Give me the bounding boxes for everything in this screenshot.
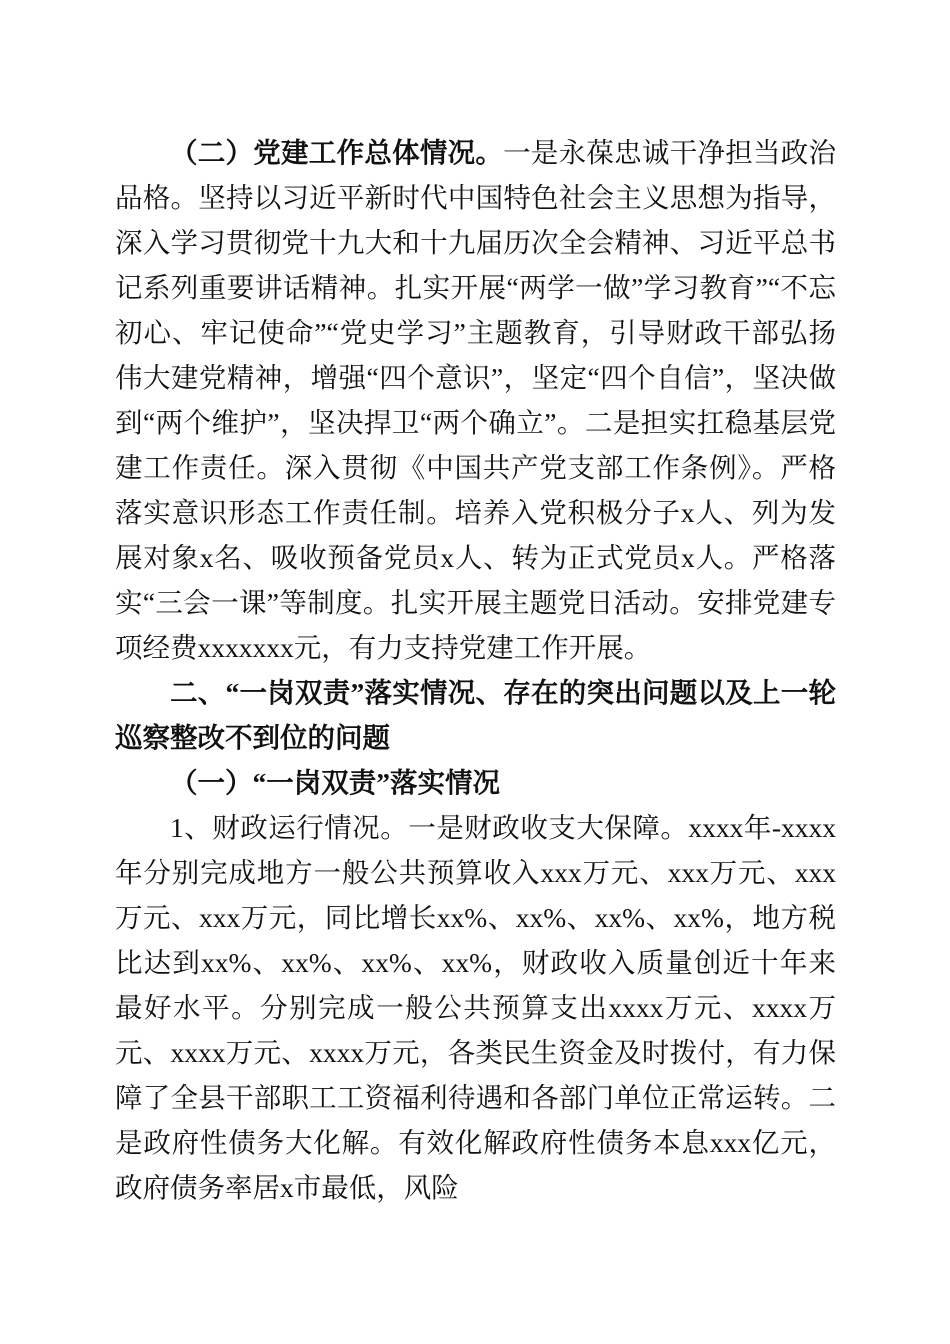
section-heading-text: 二、“一岗双责”落实情况、存在的突出问题以及上一轮巡察整改不到位的问题 — [115, 677, 836, 753]
subsection-heading-1 — [115, 760, 836, 805]
section-heading-2 — [115, 670, 836, 760]
paragraph-body-text: 一是永葆忠诚干净担当政治品格。坚持以习近平新时代中国特色社会主义思想为指导，深入学习贯彻党十九大和十九届历次全会精神、习近平总书记系列重要讲话精神。扎实开展“两学一做”学习教育”“不忘初心、牢记使命”“党史学习”主题教育，引导财政干部弘扬伟大建党精神，增强“四个意识”，坚定“四个自信”，坚决做到“两个维护”，坚决捍卫“两个确立”。二是担实扛稳基层党建工作责任。深入贯彻《中国共产党支部工作条例》。严格落实意识形态工作责任制。培养入党积极分子x人、列为发展对象x名、吸收预备党员x人、转为正式党员x人。严格落实“三会一课”等制度。扎实开展主题党日活动。安排党建专项经费xxxxxxx元，有力支持党建工作开展。 — [115, 137, 837, 663]
paragraph-fiscal-operation — [115, 805, 836, 1210]
paragraph-body-text: 1、财政运行情况。一是财政收支大保障。xxxx年-xxxx年分别完成地方一般公共预算收入xxx万元、xxx万元、xxx万元、xxx万元，同比增长xx%、xx%、xx%、xx%，地方税比达到xx%、xx%、xx%、xx%，财政收入质量创近十年来最好水平。分别完成一般公共预算支出xxxx万元、xxxx万元、xxxx万元、xxxx万元，各类民生资金及时拨付，有力保障了全县干部职工工资福利待遇和各部门单位正常运转。二是政府性债务大化解。有效化解政府性债务本息xxx亿元，政府债务率居x市最低，风险 — [115, 812, 836, 1203]
paragraph-party-building-overview — [115, 130, 836, 670]
paragraph-bold-lead: （二）党建工作总体情况。 — [170, 137, 504, 168]
subsection-heading-text: （一）“一岗双责”落实情况 — [170, 767, 500, 798]
